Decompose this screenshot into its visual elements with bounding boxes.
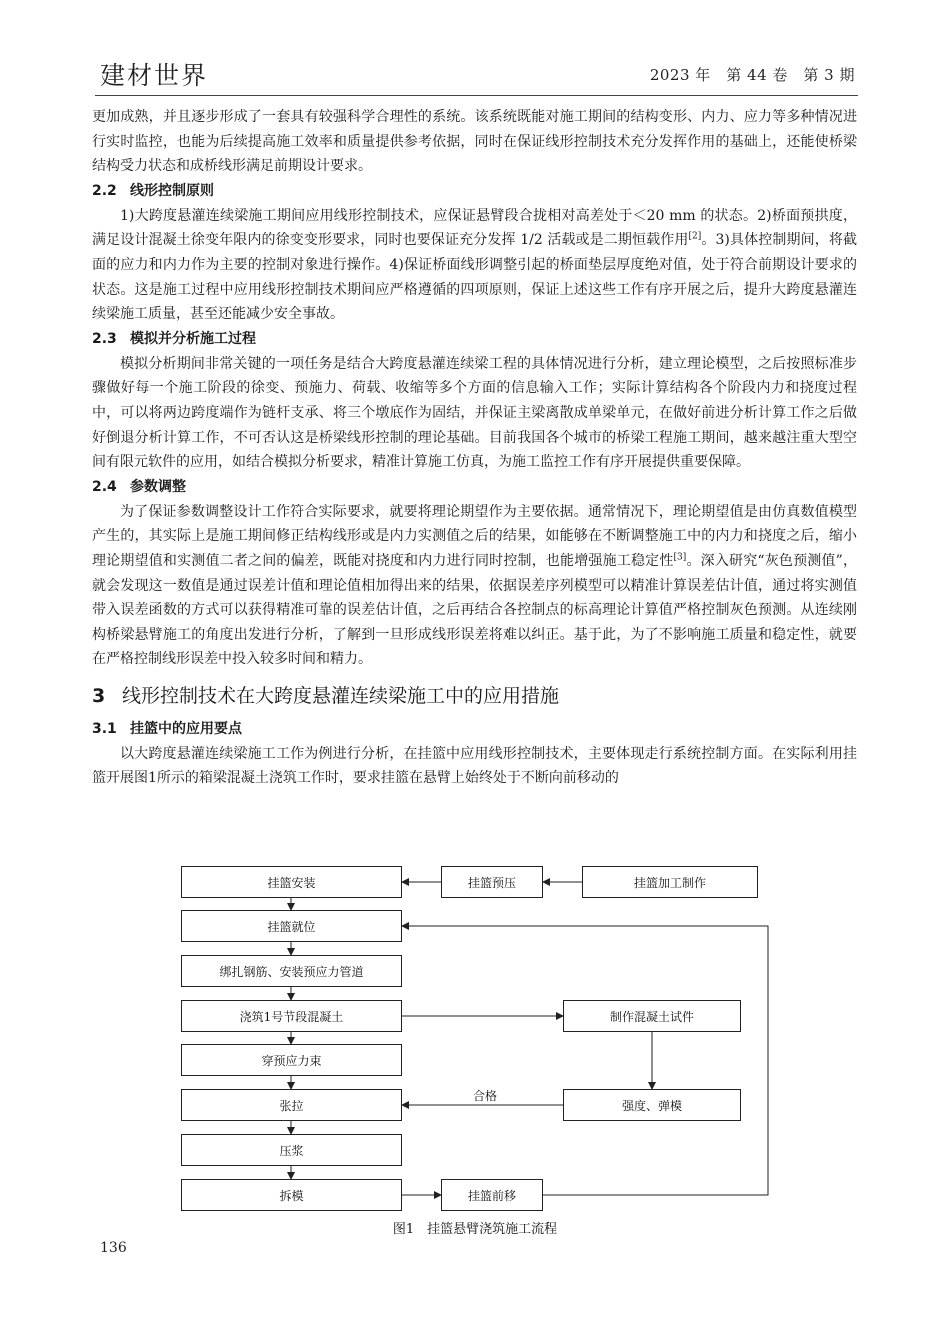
paragraph-text: 。深入研究“灰色预测值”，就会发现这一数值是通过误差计值和理论值相加得出来的结果，依据误差序列模型可以精准计算误差估计值，通过将实测值带入误差函数的方式可以获得精准可靠的误差估计值，之后再结合各控制点的标高理论计算值严格控制灰色预测。从连续刚构桥梁悬臂施工的角度出发进行分析，了解到一旦形成线形误差将难以纠正。基于此，为了不影响施工质量和稳定性，就要在严格控制线形误差中投入较多时间和精力。 xyxy=(92,552,857,668)
section-number: 3.1 xyxy=(92,720,117,737)
section-2-3-paragraph: 模拟分析期间非常关键的一项任务是结合大跨度悬灌连续梁工程的具体情况进行分析，建立理论模型，之后按照标准步骤做好每一个施工阶段的徐变、预施力、荷载、收缩等多个方面的信息输入工作；实际计算结构各个阶段内力和挠度过程中，可以将两边跨度端作为链杆支承、将三个墩底作为固结，并保证主梁离散成单梁单元，在做好前进分析计算工作之后做好倒退分析计算工作，不可否认这是桥梁线形控制的理论基础。目前我国各个城市的桥梁工程施工期间，越来越注重大型空间有限元软件的应用，如结合模拟分析要求，精准计算施工仿真，为施工监控工作有序开展提供重要保障。 xyxy=(92,355,857,471)
step-box: 张拉 xyxy=(181,1089,402,1121)
step-box: 挂篮就位 xyxy=(181,910,402,942)
strength-box: 强度、弹模 xyxy=(563,1089,741,1121)
paragraph-text: 为了保证参数调整设计工作符合实际要求，就要将理论期望作为主要依据。通常情况下，理论期望值是由仿真数值模型产生的，其实际上是施工期间修正结构线形或是内力实测值之后的结果，如能够在不断调整施工中的内力和挠度之后，缩小理论期望值和实测值二者之间的偏差，既能对挠度和内力进行同时控制，也能增强施工稳定性 xyxy=(92,503,857,569)
section-3-1-heading xyxy=(92,718,857,740)
section-2-4-heading xyxy=(92,476,857,498)
step-box: 浇筑1号节段混凝土 xyxy=(181,1000,402,1032)
section-title: 线形控制技术在大跨度悬灌连续梁施工中的应用措施 xyxy=(122,684,560,707)
article-body xyxy=(92,105,857,791)
arrow-line xyxy=(402,926,768,1195)
step-box: 穿预应力束 xyxy=(181,1044,402,1076)
section-2-4-paragraph xyxy=(92,500,857,672)
section-3-1-paragraph: 以大跨度悬灌连续梁施工工作为例进行分析，在挂篮中应用线形控制技术，主要体现走行系统控制方面。在实际利用挂篮开展图1所示的箱梁混凝土浇筑工作时，要求挂篮在悬臂上始终处于不断向前移动的 xyxy=(92,745,857,787)
pass-label: 合格 xyxy=(473,1089,498,1103)
journal-brand: 建材世界 xyxy=(100,61,209,90)
fabricate-box: 挂篮加工制作 xyxy=(582,866,758,898)
preload-box: 挂篮预压 xyxy=(441,866,543,898)
section-number: 2.4 xyxy=(92,478,117,495)
section-number: 2.2 xyxy=(92,182,117,199)
specimen-box: 制作混凝土试件 xyxy=(563,1000,741,1032)
section-number: 2.3 xyxy=(92,330,117,347)
step-box: 挂篮安装 xyxy=(181,866,402,898)
section-title: 参数调整 xyxy=(130,478,186,495)
step-box: 拆模 xyxy=(181,1179,402,1211)
paragraph-text: 1)大跨度悬灌连续梁施工期间应用线形控制技术，应保证悬臂段合拢相对高差处于＜20 mm 的状态。2)桥面预拱度，满足设计混凝土徐变年限内的徐变变形要求，同时也要保证充分发挥 1/2 活载或是二期恒载作用 xyxy=(92,207,857,249)
section-3-heading xyxy=(92,682,857,710)
paragraph-text: 。3)具体控制期间，将截面的应力和内力作为主要的控制对象进行操作。4)保证桥面线形调整引起的桥面垫层厚度绝对值，处于符合前期设计要求的状态。这是施工过程中应用线形控制技术期间应严格遵循的四项原则，保证上述这些工作有序开展之后，提升大跨度悬灌连续梁施工质量，甚至还能减少安全事故。 xyxy=(92,232,857,323)
advance-box: 挂篮前移 xyxy=(441,1179,543,1211)
figure-caption: 图1 挂篮悬臂浇筑施工流程 xyxy=(392,1222,558,1237)
step-box: 压浆 xyxy=(181,1134,402,1166)
section-2-2-heading xyxy=(92,180,857,202)
section-title: 模拟并分析施工过程 xyxy=(130,330,256,347)
step-box: 绑扎钢筋、安装预应力管道 xyxy=(181,955,402,987)
section-title: 线形控制原则 xyxy=(130,182,214,199)
citation-ref[interactable]: [2] xyxy=(688,231,702,242)
section-number: 3 xyxy=(92,684,106,707)
header-rule xyxy=(95,95,858,96)
section-2-2-paragraph xyxy=(92,204,857,327)
citation-ref[interactable]: [3] xyxy=(673,552,687,563)
intro-paragraph: 更加成熟，并且逐步形成了一套具有较强科学合理性的系统。该系统既能对施工期间的结构变形、内力、应力等多种情况进行实时监控，也能为后续提高施工效率和质量提供参考依据，同时在保证线形控制技术充分发挥作用的基础上，还能使桥梁结构受力状态和成桥线形满足前期设计要求。 xyxy=(92,109,857,175)
issue-info: 2023 年 第 44 卷 第 3 期 xyxy=(649,66,855,84)
section-2-3-heading xyxy=(92,328,857,350)
section-title: 挂篮中的应用要点 xyxy=(130,720,242,737)
page-number: 136 xyxy=(100,1240,127,1256)
